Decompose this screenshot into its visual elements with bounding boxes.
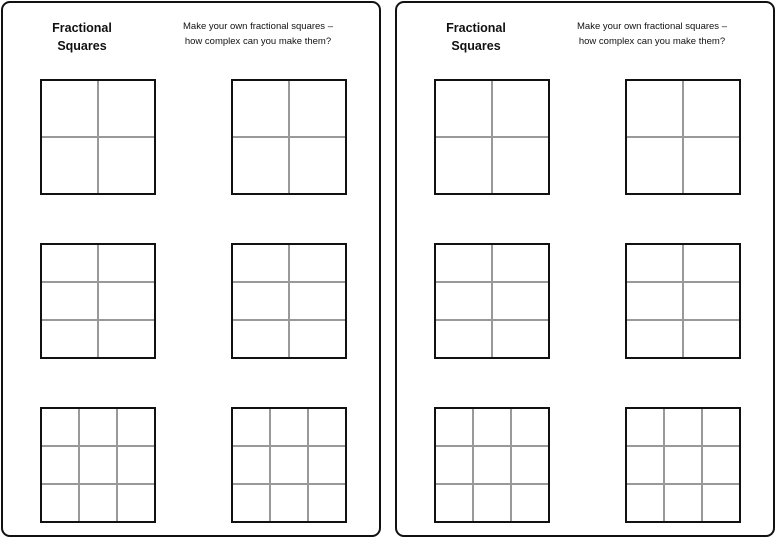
divider-line-horizontal (42, 483, 154, 485)
fraction-square (625, 243, 741, 359)
divider-line-horizontal (627, 445, 739, 447)
divider-line-horizontal (233, 136, 345, 138)
divider-line-horizontal (436, 445, 548, 447)
divider-line-horizontal (42, 319, 154, 321)
divider-line-vertical (307, 409, 309, 521)
fraction-square (434, 79, 550, 195)
divider-line-horizontal (627, 281, 739, 283)
fraction-square (625, 407, 741, 523)
worksheet-card-left (1, 1, 381, 537)
divider-line-horizontal (233, 483, 345, 485)
worksheet-title: Fractional Squares (52, 21, 112, 53)
divider-line-vertical (288, 245, 290, 357)
divider-line-vertical (491, 245, 493, 357)
worksheet-title: Fractional Squares (446, 21, 506, 53)
divider-line-vertical (472, 409, 474, 521)
divider-line-vertical (701, 409, 703, 521)
divider-line-vertical (78, 409, 80, 521)
fraction-square (40, 243, 156, 359)
fraction-square (231, 243, 347, 359)
divider-line-horizontal (42, 281, 154, 283)
divider-line-horizontal (627, 136, 739, 138)
fraction-square (434, 407, 550, 523)
divider-line-horizontal (436, 136, 548, 138)
divider-line-vertical (97, 245, 99, 357)
divider-line-horizontal (233, 445, 345, 447)
divider-line-horizontal (627, 319, 739, 321)
divider-line-vertical (269, 409, 271, 521)
divider-line-horizontal (42, 136, 154, 138)
worksheet-instructions: Make your own fractional squares – how complex can you make them? (577, 21, 727, 47)
fraction-square (434, 243, 550, 359)
fraction-square (231, 79, 347, 195)
divider-line-horizontal (436, 319, 548, 321)
divider-line-vertical (682, 245, 684, 357)
divider-line-vertical (116, 409, 118, 521)
worksheet-card-right (395, 1, 775, 537)
fraction-square (40, 79, 156, 195)
divider-line-horizontal (233, 319, 345, 321)
fraction-square (625, 79, 741, 195)
divider-line-horizontal (233, 281, 345, 283)
worksheet-instructions: Make your own fractional squares – how complex can you make them? (183, 21, 333, 47)
fraction-square (231, 407, 347, 523)
divider-line-horizontal (627, 483, 739, 485)
divider-line-vertical (663, 409, 665, 521)
divider-line-horizontal (436, 281, 548, 283)
divider-line-vertical (510, 409, 512, 521)
divider-line-horizontal (42, 445, 154, 447)
divider-line-horizontal (436, 483, 548, 485)
fraction-square (40, 407, 156, 523)
